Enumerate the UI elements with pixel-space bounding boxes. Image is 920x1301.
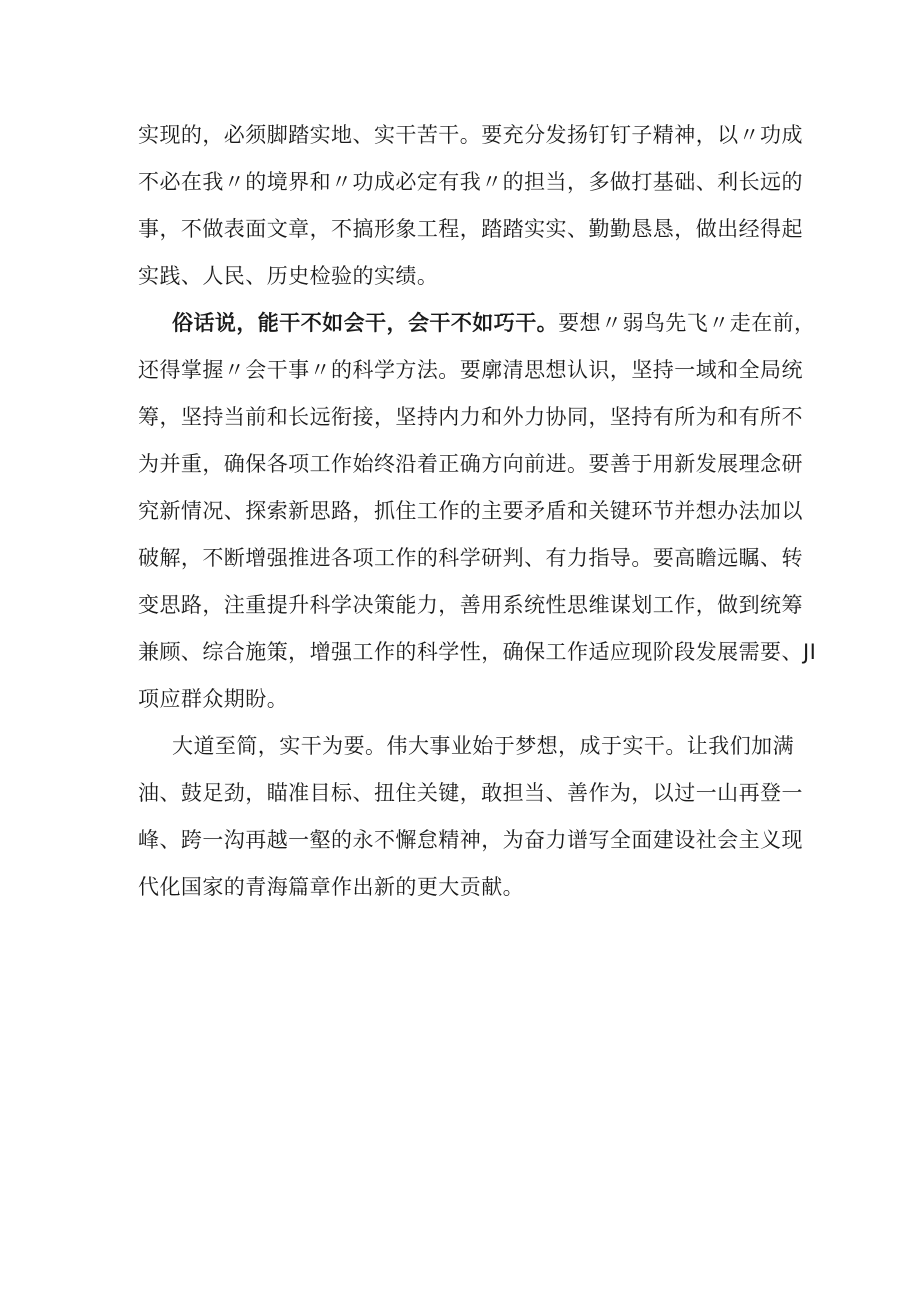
text-line: 实现的，必须脚踏实地、实干苦干。要充分发扬钉钉子精神，以〃功成 — [138, 123, 803, 147]
text-line: 究新情况、探索新思路，抓住工作的主要矛盾和关键环节并想办法加以 — [138, 499, 803, 523]
text-line: 项应群众期盼。 — [138, 687, 289, 711]
text-line: 为并重，确保各项工作始终沿着正确方向前进。要善于用新发展理念研 — [138, 452, 803, 476]
text-line: 事，不做表面文章，不搞形象工程，踏踏实实、勤勤恳恳，做出经得起 — [138, 217, 803, 241]
text-line: 大道至简，实干为要。伟大事业始于梦想，成于实干。让我们加满 — [172, 734, 795, 758]
text-line: 峰、跨一沟再越一壑的永不懈怠精神，为奋力谱写全面建设社会主义现 — [138, 828, 803, 852]
text-line: 不必在我〃的境界和〃功成必定有我〃的担当，多做打基础、利长远的 — [138, 170, 803, 194]
paragraph-2 — [138, 300, 817, 723]
bold-lead-sentence: 俗话说，能干不如会干，会干不如巧干。 — [172, 311, 559, 335]
text-line: 代化国家的青海篇章作出新的更大贡献。 — [138, 875, 525, 899]
paragraph-lead-line — [138, 300, 816, 347]
text-line: 油、鼓足劲，瞄准目标、扭住关键，敢担当、善作为，以过一山再登一 — [138, 781, 803, 805]
text-line: 还得掌握〃会干事〃的科学方法。要廓清思想认识，坚持一域和全局统 — [138, 358, 803, 382]
text-line: 变思路，注重提升科学决策能力，善用系统性思维谋划工作，做到统筹 — [138, 593, 803, 617]
text-line: 筹，坚持当前和长远衔接，坚持内力和外力协同，坚持有所为和有所不 — [138, 405, 803, 429]
text-line: 实践、人民、历史检验的实绩。 — [138, 264, 439, 288]
paragraph-3 — [138, 723, 803, 911]
text-line: 兼顾、综合施策，增强工作的科学性，确保工作适应现阶段发展需要、JI — [138, 640, 817, 664]
lead-continuation: 要想〃弱鸟先飞〃走在前， — [558, 311, 816, 335]
paragraph-1 — [138, 112, 803, 300]
text-line: 破解，不断增强推进各项工作的科学研判、有力指导。要高瞻远瞩、转 — [138, 546, 803, 570]
document-page — [138, 112, 817, 911]
